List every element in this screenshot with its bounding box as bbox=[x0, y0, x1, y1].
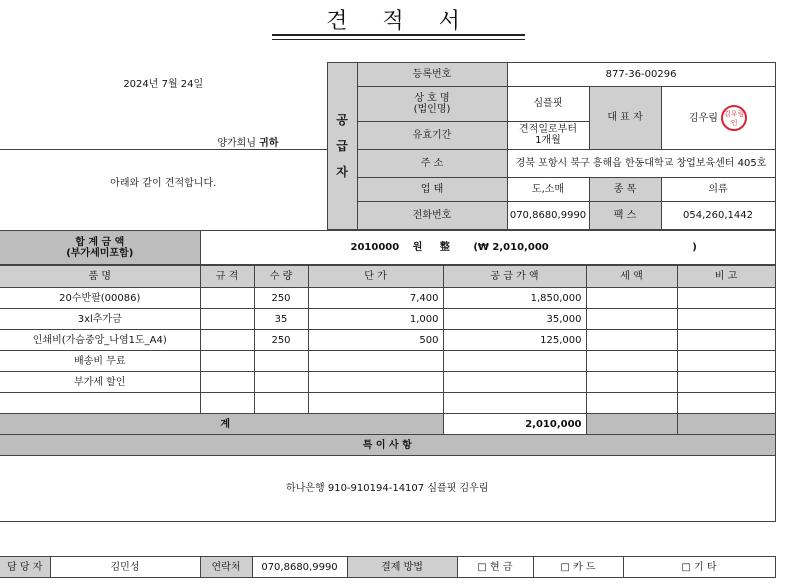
ceo-label: 대 표 자 bbox=[589, 87, 661, 150]
row-item-name: 3xl추가금 bbox=[0, 309, 200, 330]
fax-label: 팩 스 bbox=[589, 201, 661, 229]
sum-note bbox=[677, 414, 775, 435]
row-item-tax bbox=[586, 393, 677, 414]
phone-label: 전화번호 bbox=[357, 201, 507, 229]
business-type-label: 업 태 bbox=[357, 177, 507, 201]
company-name-value: 심플핏 bbox=[507, 87, 589, 122]
row-item-unit bbox=[308, 372, 443, 393]
ceo-name: 김우림 bbox=[688, 112, 718, 124]
company-name-label: 상 호 명 (법인명) bbox=[357, 87, 507, 122]
row-item-supply: 1,850,000 bbox=[443, 288, 586, 309]
title-underline-thin bbox=[272, 39, 525, 40]
row-item-qty: 250 bbox=[254, 288, 308, 309]
supplier-char-3: 자 bbox=[336, 165, 348, 179]
payment-option-other[interactable]: □ 기 타 bbox=[623, 557, 775, 578]
row-item-name: 부가세 할인 bbox=[0, 372, 200, 393]
row-item-name bbox=[0, 393, 200, 414]
row-item-qty: 35 bbox=[254, 309, 308, 330]
table-row bbox=[0, 309, 775, 330]
row-item-spec bbox=[200, 351, 254, 372]
row-item-tax bbox=[586, 288, 677, 309]
row-item-qty bbox=[254, 393, 308, 414]
row-item-name: 20수반팔(00086) bbox=[0, 288, 200, 309]
company-seal: 김우림 인 bbox=[721, 105, 747, 131]
ceo-cell bbox=[661, 87, 775, 150]
payment-option-card[interactable]: □ 카 드 bbox=[533, 557, 623, 578]
row-item-unit: 7,400 bbox=[308, 288, 443, 309]
row-item-tax bbox=[586, 309, 677, 330]
left-panel-bottom bbox=[0, 149, 327, 229]
business-item-label: 종 목 bbox=[589, 177, 661, 201]
payment-option-cash[interactable]: □ 현 금 bbox=[457, 557, 533, 578]
col-header-qty: 수 량 bbox=[254, 266, 308, 288]
row-item-note bbox=[677, 372, 775, 393]
address-label: 주 소 bbox=[357, 149, 507, 177]
supplier-side-label bbox=[327, 63, 357, 230]
remarks-text: 하나은행 910-910194-14107 심플핏 김우림 bbox=[0, 456, 775, 522]
sum-value: 2,010,000 bbox=[443, 414, 586, 435]
row-item-unit bbox=[308, 393, 443, 414]
manager-value: 김민성 bbox=[50, 557, 200, 578]
row-item-spec bbox=[200, 309, 254, 330]
footer-table bbox=[0, 556, 776, 578]
row-item-name: 배송비 무료 bbox=[0, 351, 200, 372]
col-header-tax: 세 액 bbox=[586, 266, 677, 288]
contact-label: 연락처 bbox=[200, 557, 252, 578]
row-item-spec bbox=[200, 288, 254, 309]
row-item-qty bbox=[254, 351, 308, 372]
col-header-spec: 규 격 bbox=[200, 266, 254, 288]
col-header-unit: 단 가 bbox=[308, 266, 443, 288]
row-item-note bbox=[677, 351, 775, 372]
remarks-header: 특 이 사 항 bbox=[0, 435, 775, 456]
payment-method-label: 결제 방법 bbox=[347, 557, 457, 578]
total-amount-number: 2010000 bbox=[350, 242, 400, 253]
table-row bbox=[0, 288, 775, 309]
contact-value: 070,8680,9990 bbox=[252, 557, 347, 578]
sum-label: 계 bbox=[0, 414, 443, 435]
phone-value: 070,8680,9990 bbox=[507, 201, 589, 229]
table-row bbox=[0, 372, 775, 393]
quote-date: 2024년 7월 24일 bbox=[123, 78, 204, 90]
row-item-unit: 1,000 bbox=[308, 309, 443, 330]
address-value: 경북 포항시 북구 흥해읍 한동대학교 창업보육센터 405호 bbox=[507, 149, 775, 177]
total-amount-table bbox=[0, 230, 776, 265]
items-header-row bbox=[0, 266, 775, 288]
manager-label: 담 당 자 bbox=[0, 557, 50, 578]
row-item-supply bbox=[443, 372, 586, 393]
items-table bbox=[0, 265, 776, 522]
intro-text: 아래와 같이 견적합니다. bbox=[110, 177, 217, 189]
recipient-line bbox=[2, 138, 325, 149]
total-amount-paren: (₩ 2,010,000 bbox=[473, 242, 549, 253]
row-item-qty: 250 bbox=[254, 330, 308, 351]
row-item-spec bbox=[200, 330, 254, 351]
supplier-char-1: 공 bbox=[336, 113, 348, 127]
remarks-body-row bbox=[0, 456, 775, 522]
left-panel-top bbox=[0, 63, 327, 150]
header-table bbox=[0, 62, 776, 230]
reg-no-label: 등록번호 bbox=[357, 63, 507, 87]
document-title: 견 적 서 bbox=[326, 9, 474, 34]
row-item-note bbox=[677, 309, 775, 330]
table-row bbox=[0, 330, 775, 351]
total-amount-won: 원 bbox=[412, 242, 423, 253]
validity-label: 유효기간 bbox=[357, 121, 507, 149]
row-item-unit bbox=[308, 351, 443, 372]
recipient-name: 양가희님 bbox=[217, 137, 256, 149]
col-header-name: 품 명 bbox=[0, 266, 200, 288]
total-amount-cell bbox=[200, 231, 775, 265]
row-item-tax bbox=[586, 330, 677, 351]
sum-row bbox=[0, 414, 775, 435]
validity-value: 견적일로부터 1개월 bbox=[507, 121, 589, 149]
row-item-spec bbox=[200, 393, 254, 414]
row-item-supply bbox=[443, 393, 586, 414]
row-item-tax bbox=[586, 351, 677, 372]
reg-no-value: 877-36-00296 bbox=[507, 63, 775, 87]
table-row bbox=[0, 351, 775, 372]
col-header-note: 비 고 bbox=[677, 266, 775, 288]
row-item-supply bbox=[443, 351, 586, 372]
business-item-value: 의류 bbox=[661, 177, 775, 201]
col-header-supply: 공 급 가 액 bbox=[443, 266, 586, 288]
row-item-supply: 35,000 bbox=[443, 309, 586, 330]
total-amount-label: 합 계 금 액 (부가세미포함) bbox=[0, 231, 200, 265]
table-row bbox=[0, 393, 775, 414]
sum-tax bbox=[586, 414, 677, 435]
row-item-spec bbox=[200, 372, 254, 393]
row-item-qty bbox=[254, 372, 308, 393]
row-item-unit: 500 bbox=[308, 330, 443, 351]
total-amount-close: ) bbox=[692, 242, 697, 253]
row-item-note bbox=[677, 288, 775, 309]
remarks-header-row bbox=[0, 435, 775, 456]
row-item-tax bbox=[586, 372, 677, 393]
total-amount-jeong: 整 bbox=[439, 242, 450, 253]
row-item-note bbox=[677, 393, 775, 414]
recipient-honorific: 귀하 bbox=[259, 137, 279, 149]
row-item-note bbox=[677, 330, 775, 351]
business-type-value: 도,소매 bbox=[507, 177, 589, 201]
supplier-char-2: 급 bbox=[336, 139, 348, 153]
row-item-supply: 125,000 bbox=[443, 330, 586, 351]
title-underline bbox=[272, 34, 525, 36]
row-item-name: 인쇄비(가슴중앙_나염1도_A4) bbox=[0, 330, 200, 351]
fax-value: 054,260,1442 bbox=[661, 201, 775, 229]
